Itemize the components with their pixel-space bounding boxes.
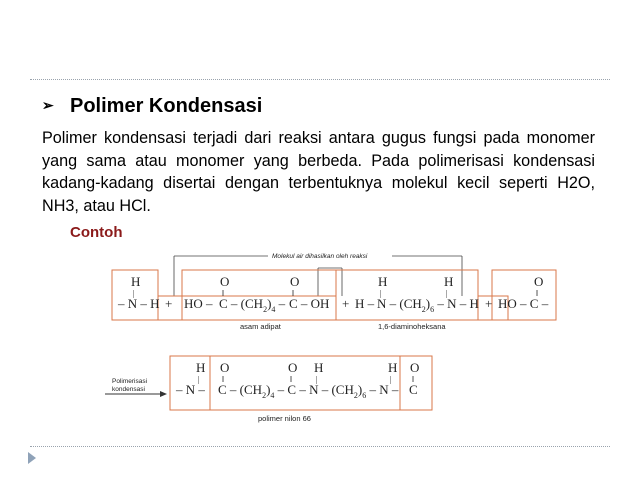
- heading-title: Polimer Kondensasi: [70, 95, 263, 117]
- bottom-divider: [30, 446, 610, 447]
- svg-text:C – OH: C – OH: [289, 296, 330, 311]
- arrow-label-2: kondensasi: [112, 386, 145, 393]
- svg-text:C – (CH2)4 –: C – $(CH_2)_4$ –: [219, 296, 286, 314]
- svg-text:H: H: [131, 274, 141, 289]
- svg-text:+: +: [342, 296, 350, 311]
- svg-text:HO – C –: HO – C –: [498, 296, 549, 311]
- reactant-boxes: [112, 270, 556, 320]
- svg-text:– N –: – N –: [176, 382, 205, 397]
- arrow-label-1: Polimerisasi: [112, 378, 148, 385]
- svg-text:C: C: [409, 382, 418, 397]
- svg-text:C – (CH2)4 – C – N – (CH2)6 –: C – $(CH_2)_4$ – C – N – $(CH_2)_6$ – N –: [218, 382, 399, 400]
- svg-text:H: H: [378, 274, 388, 289]
- svg-text:+: +: [485, 296, 493, 311]
- example-label: Contoh: [70, 224, 123, 241]
- product-row: [175, 360, 419, 400]
- label-adipic-acid: asam adipat: [240, 322, 281, 331]
- svg-text:‖: ‖: [222, 289, 225, 298]
- svg-text:N – (CH2)6 – N – H: N – $(CH_2)_6$ – N – H: [377, 296, 479, 314]
- svg-text:|: |: [446, 289, 448, 298]
- water-bracket: [174, 256, 462, 296]
- svg-text:O: O: [290, 274, 300, 289]
- label-product: polimer nilon 66: [258, 414, 311, 423]
- svg-text:|: |: [380, 289, 382, 298]
- svg-text:‖: ‖: [536, 289, 539, 298]
- water-label: Molekul air dihasilkan oleh reaksi: [272, 253, 368, 260]
- body-paragraph: Polimer kondensasi terjadi dari reaksi antara gugus fungsi pada monomer yang sama atau monomer yang berbeda. Pada polimerisasi kondensasi kadang-kadang disertai dengan terbentuknya molekul kecil seperti H2O, NH3, atau HCl.: [42, 129, 595, 215]
- svg-text:‖: ‖: [292, 289, 295, 298]
- label-diamine: 1,6-diaminoheksana: [378, 322, 446, 331]
- svg-text:|: |: [133, 289, 135, 298]
- svg-text:‖: ‖: [222, 375, 225, 384]
- svg-text:O: O: [288, 360, 298, 375]
- svg-text:H: H: [444, 274, 454, 289]
- svg-text:|: |: [316, 375, 318, 384]
- arrow-bullet-icon: ➢: [42, 97, 54, 113]
- svg-text:O: O: [220, 360, 230, 375]
- corner-triangle-icon: [28, 452, 36, 464]
- svg-text:‖: ‖: [412, 375, 415, 384]
- svg-text:O: O: [220, 274, 230, 289]
- svg-text:‖: ‖: [290, 375, 293, 384]
- svg-text:+: +: [165, 296, 173, 311]
- svg-text:H: H: [196, 360, 206, 375]
- svg-text:O: O: [410, 360, 420, 375]
- svg-text:– N – H: – N – H: [118, 296, 160, 311]
- svg-text:|: |: [390, 375, 392, 384]
- svg-text:H –: H –: [355, 296, 375, 311]
- svg-text:H: H: [314, 360, 324, 375]
- svg-text:H: H: [388, 360, 398, 375]
- svg-text:|: |: [198, 375, 200, 384]
- svg-text:HO –: HO –: [184, 296, 213, 311]
- svg-text:O: O: [534, 274, 544, 289]
